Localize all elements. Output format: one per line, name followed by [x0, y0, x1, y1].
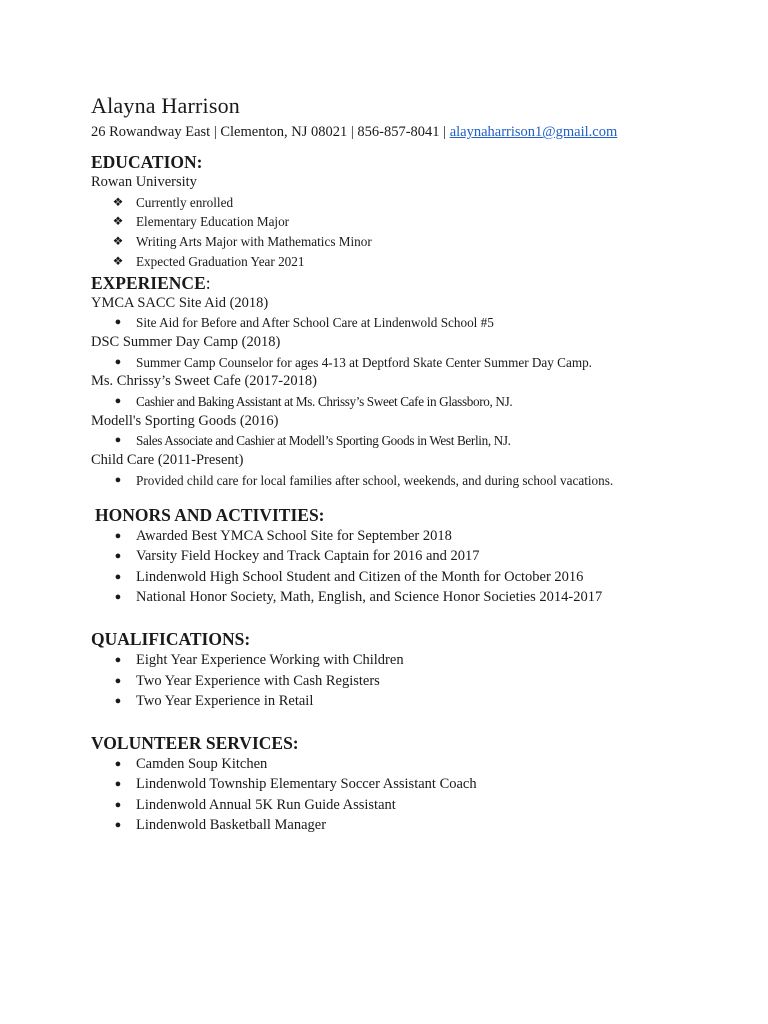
list-item: ● Camden Soup Kitchen — [91, 754, 751, 775]
dot-bullet-icon: ● — [114, 550, 122, 563]
list-item: ❖ Writing Arts Major with Mathematics Minor — [91, 232, 751, 252]
dot-bullet-icon: ● — [114, 778, 122, 791]
list-item: ❖ Expected Graduation Year 2021 — [91, 252, 751, 272]
diamond-bullet-icon: ❖ — [112, 253, 124, 268]
contact-address: 26 Rowandway East | Clementon, NJ 08021 | 856-857-8041 | — [91, 124, 450, 140]
volunteer-heading: VOLUNTEER SERVICES: — [91, 732, 299, 753]
qualifications-list — [91, 650, 751, 712]
list-item: ● Sales Associate and Cashier at Modell’s Sporting Goods in West Berlin, NJ. — [91, 431, 751, 451]
dot-bullet-icon: ● — [114, 316, 122, 329]
diamond-bullet-icon: ❖ — [112, 234, 124, 249]
dot-bullet-icon: ● — [114, 757, 122, 770]
dot-bullet-icon: ● — [114, 529, 122, 542]
job-title: Ms. Chrissy’s Sweet Cafe (2017-2018) — [91, 373, 317, 390]
dot-bullet-icon: ● — [114, 695, 122, 708]
list-item: ● Varsity Field Hockey and Track Captain for 2016 and 2017 — [91, 546, 751, 567]
list-item: ● Lindenwold Annual 5K Run Guide Assistant — [91, 795, 751, 816]
resume-page — [91, 92, 751, 836]
list-item: ● Provided child care for local families after school, weekends, and during school vacations. — [91, 471, 751, 491]
dot-bullet-icon: ● — [114, 473, 122, 486]
dot-bullet-icon: ● — [114, 591, 122, 604]
list-item: ● Lindenwold Basketball Manager — [91, 815, 751, 836]
list-item: ● Two Year Experience in Retail — [91, 691, 751, 712]
list-item: ● Awarded Best YMCA School Site for September 2018 — [91, 526, 751, 547]
job-detail-list — [91, 313, 751, 333]
dot-bullet-icon: ● — [114, 395, 122, 408]
list-item: ● Eight Year Experience Working with Children — [91, 650, 751, 671]
job-detail-list — [91, 471, 751, 491]
dot-bullet-icon: ● — [114, 570, 122, 583]
list-item: ● National Honor Society, Math, English, and Science Honor Societies 2014-2017 — [91, 587, 751, 608]
honors-list — [91, 526, 751, 608]
education-list — [91, 193, 751, 272]
contact-line — [91, 122, 751, 142]
education-heading: EDUCATION: — [91, 152, 203, 172]
honors-heading: HONORS AND ACTIVITIES: — [95, 504, 325, 525]
job-title: Modell's Sporting Goods (2016) — [91, 412, 279, 429]
dot-bullet-icon: ● — [114, 674, 122, 687]
dot-bullet-icon: ● — [114, 434, 122, 447]
qualifications-heading: QUALIFICATIONS: — [91, 628, 251, 649]
job-title: Child Care (2011-Present) — [91, 452, 244, 469]
diamond-bullet-icon: ❖ — [112, 194, 124, 209]
list-item: ● Site Aid for Before and After School Care at Lindenwold School #5 — [91, 313, 751, 333]
dot-bullet-icon: ● — [114, 355, 122, 368]
job-detail-list — [91, 431, 751, 451]
job-title: YMCA SACC Site Aid (2018) — [91, 294, 269, 311]
volunteer-list — [91, 754, 751, 836]
job-title: DSC Summer Day Camp (2018) — [91, 333, 281, 350]
diamond-bullet-icon: ❖ — [112, 214, 124, 229]
experience-heading: EXPERIENCE: — [91, 272, 211, 293]
list-item: ● Lindenwold Township Elementary Soccer Assistant Coach — [91, 774, 751, 795]
list-item: ● Lindenwold High School Student and Citizen of the Month for October 2016 — [91, 567, 751, 588]
education-school: Rowan University — [91, 174, 197, 190]
dot-bullet-icon: ● — [114, 798, 122, 811]
job-detail-list — [91, 392, 751, 412]
job-detail-list — [91, 353, 751, 373]
list-item: ❖ Currently enrolled — [91, 193, 751, 213]
resume-name: Alayna Harrison — [91, 93, 241, 118]
list-item: ● Summer Camp Counselor for ages 4-13 at Deptford Skate Center Summer Day Camp. — [91, 353, 751, 373]
list-item: ● Cashier and Baking Assistant at Ms. Chrissy’s Sweet Cafe in Glassboro, NJ. — [91, 392, 751, 412]
list-item: ● Two Year Experience with Cash Registers — [91, 671, 751, 692]
email-link[interactable]: alaynaharrison1@gmail.com — [449, 124, 618, 140]
dot-bullet-icon: ● — [114, 653, 122, 666]
list-item: ❖ Elementary Education Major — [91, 212, 751, 232]
dot-bullet-icon: ● — [114, 819, 122, 832]
